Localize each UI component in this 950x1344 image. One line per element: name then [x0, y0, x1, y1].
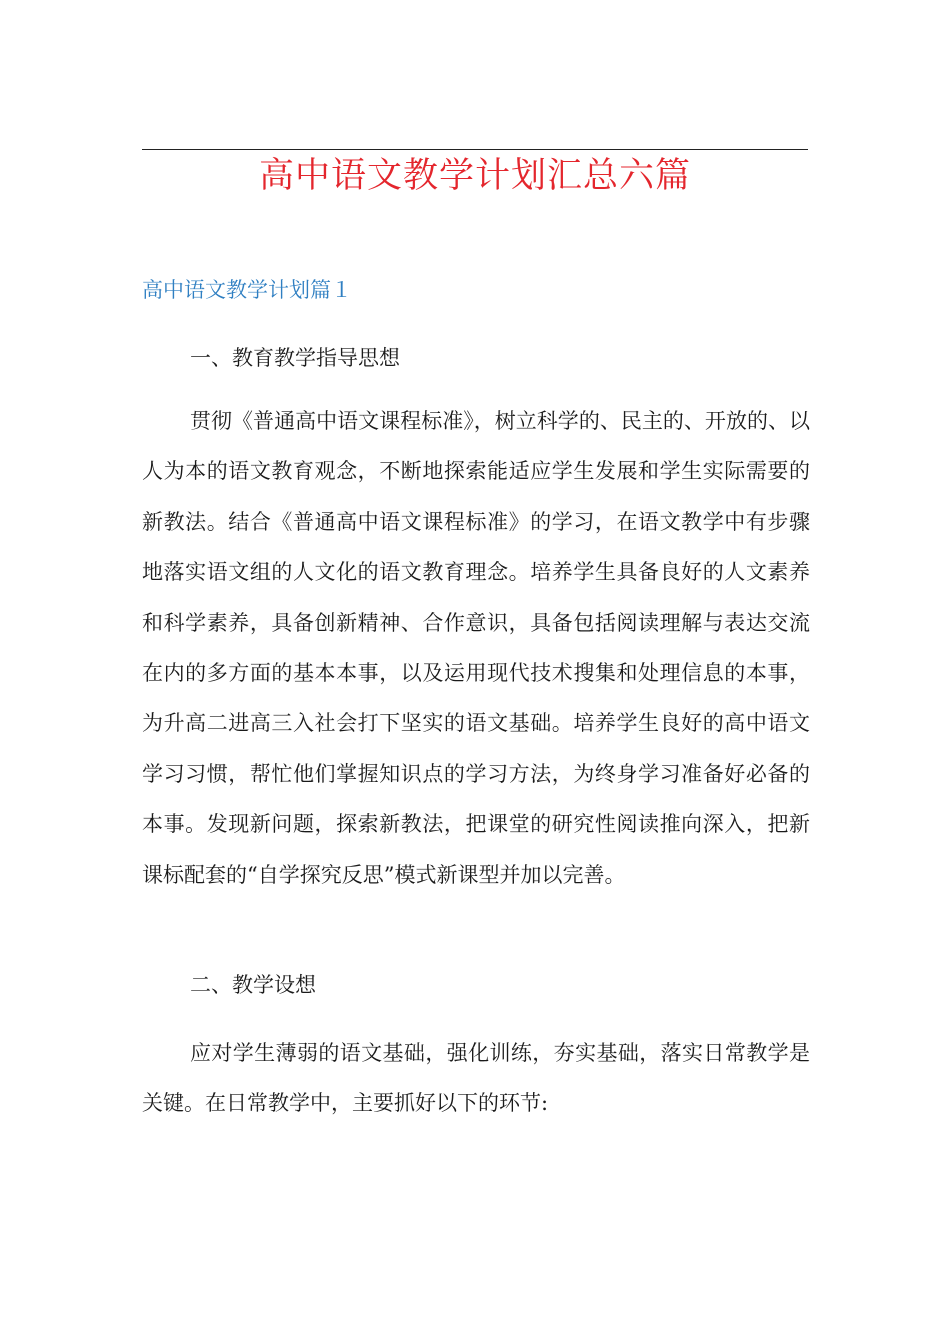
paragraph-guiding-ideology: 贯彻《普通高中语文课程标准》，树立科学的、民主的、开放的、以人为本的语文教育观念，不断地探索能适应学生发展和学生实际需要的新教法。结合《普通高中语文课程标准》的学习，在语文教学中有步骤地落实语文组的人文化的语文教育理念。培养学生具备良好的人文素养和科学素养，具备创新精神、合作意识，具备包括阅读理解与表达交流在内的多方面的基本本事，以及运用现代技术搜集和处理信息的本事，为升高二进高三入社会打下坚实的语文基础。培养学生良好的高中语文学习习惯，帮忙他们掌握知识点的学习方法，为终身学习准备好必备的本事。发现新问题，探索新教法，把课堂的研究性阅读推向深入，把新课标配套的“自学探究反思”模式新课型并加以完善。	[142, 409, 810, 887]
section-heading: 高中语文教学计划篇１	[142, 278, 352, 302]
document-title: 高中语文教学计划汇总六篇	[258, 156, 691, 196]
paragraph-teaching-plan: 应对学生薄弱的语文基础，强化训练，夯实基础，落实日常教学是关键。在日常教学中，主要抓好以下的环节:	[142, 1041, 810, 1116]
subheading-teaching-plan: 二、教学设想	[190, 973, 316, 997]
subheading-guiding-ideology: 一、教育教学指导思想	[190, 346, 400, 370]
